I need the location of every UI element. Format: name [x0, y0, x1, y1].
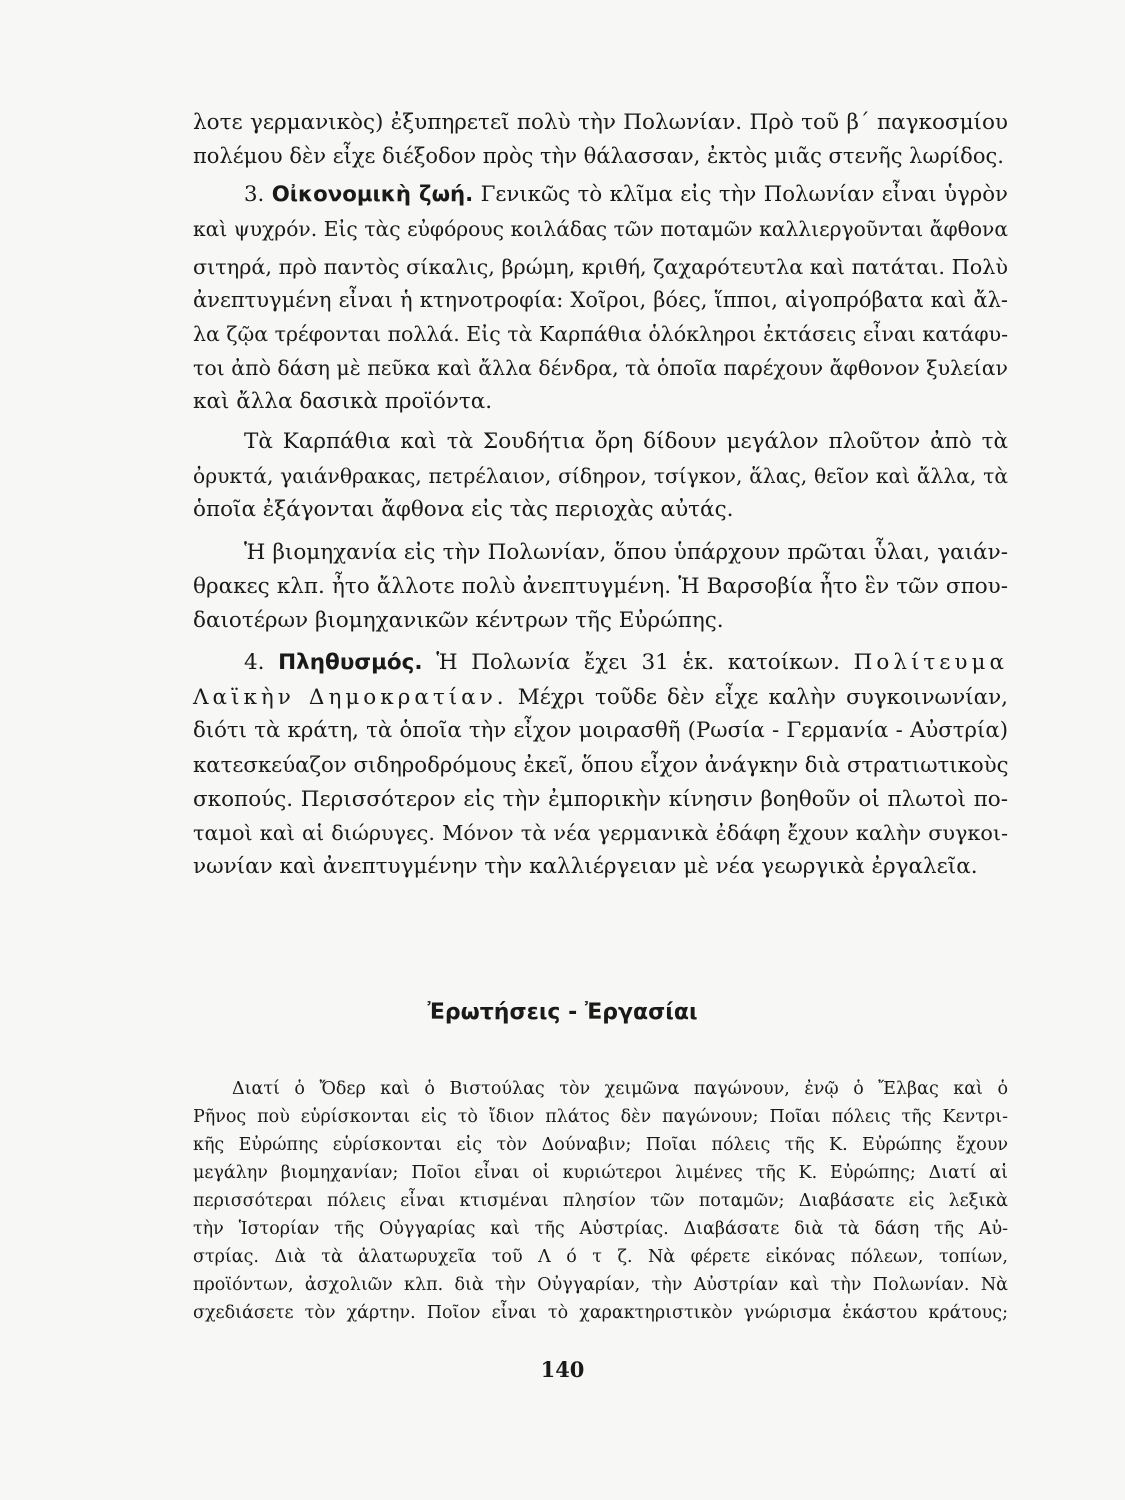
text-line: ὁποῖα ἐξάγονται ἄφθονα εἰς τὰς περιοχὰς αὐτάς.: [193, 497, 734, 522]
questions-heading: Ἐρωτήσεις - Ἐργασίαι: [427, 1000, 698, 1025]
text-line: τοι ἀπὸ δάση μὲ πεῦκα καὶ ἄλλα δένδρα, τὰ ὁποῖα παρέχουν ἄφθονον ξυλείαν: [193, 356, 1008, 380]
emphasized-term: Πολίτευμα: [853, 650, 1008, 675]
question-line: Διατί ὁ Ὄδερ καὶ ὁ Βιστούλας τὸν χειμῶνα παγώνουν, ἐνῷ ὁ Ἔλβας καὶ ὁ: [232, 1079, 1008, 1099]
text-line: δαιοτέρων βιομηχανικῶν κέντρων τῆς Εὐρώπης.: [193, 608, 724, 633]
question-line: κῆς Εὐρώπης εὑρίσκονται εἰς τὸν Δούναβιν; Ποῖαι πόλεις τῆς Κ. Εὐρώπης ἔχουν: [193, 1135, 1008, 1155]
text-line: κατεσκεύαζον σιδηροδρόμους ἐκεῖ, ὅπου εἶχον ἀνάγκην διὰ στρατιωτικοὺς: [193, 753, 1009, 778]
text-line: λοτε γερμανικὸς) ἐξυπηρετεῖ πολὺ τὴν Πολωνίαν. Πρὸ τοῦ β΄ παγκοσμίου: [193, 110, 1008, 135]
question-line: τὴν Ἱστορίαν τῆς Οὐγγαρίας καὶ τῆς Αὐστρίας. Διαβάσατε διὰ τὰ δάση τῆς Αὐ-: [193, 1219, 1008, 1239]
question-line: περισσότεραι πόλεις εἶναι κτισμέναι πλησίον τῶν ποταμῶν; Διαβάσατε εἰς λεξικὰ: [193, 1191, 1008, 1211]
section-3-heading-line: [244, 180, 1008, 210]
text-line: σκοπούς. Περισσότερον εἰς τὴν ἐμπορικὴν κίνησιν βοηθοῦν οἱ πλωτοὶ πο-: [193, 787, 1008, 812]
section-title: Πληθυσμός.: [278, 650, 423, 675]
text-line: ταμοὶ καὶ αἱ διώρυγες. Μόνον τὰ νέα γερμανικὰ ἐδάφη ἔχουν καλὴν συγκοι-: [193, 821, 1008, 845]
question-line: μεγάλην βιομηχανίαν; Ποῖοι εἶναι οἱ κυριώτεροι λιμένες τῆς Κ. Εὐρώπης; Διατί αἱ: [193, 1163, 1008, 1183]
text-line: Τὰ Καρπάθια καὶ τὰ Σουδήτια ὄρη δίδουν μεγάλον πλοῦτον ἀπὸ τὰ: [244, 429, 1008, 454]
text-fragment: Ἡ Πολωνία ἔχει 31 ἑκ. κατοίκων.: [436, 650, 840, 675]
text-line: καὶ ψυχρόν. Εἰς τὰς εὐφόρους κοιλάδας τῶν ποταμῶν καλλιεργοῦνται ἄφθονα: [193, 217, 1008, 241]
text-line: θρακες κλπ. ἦτο ἄλλοτε πολὺ ἀνεπτυγμένη. Ἡ Βαρσοβία ἦτο ἓν τῶν σπου-: [193, 574, 1008, 599]
text-line: Ἡ βιομηχανία εἰς τὴν Πολωνίαν, ὅπου ὑπάρχουν πρῶται ὗλαι, γαιάν-: [244, 540, 1008, 565]
text-line: πολέμου δὲν εἶχε διέξοδον πρὸς τὴν θάλασσαν, ἐκτὸς μιᾶς στενῆς λωρίδος.: [193, 144, 1004, 168]
question-line: Ρῆνος ποὺ εὑρίσκονται εἰς τὸ ἴδιον πλάτος δὲν παγώνουν; Ποῖαι πόλεις τῆς Κεντρι-: [193, 1107, 1008, 1127]
text-line: ὀρυκτά, γαιάνθρακας, πετρέλαιον, σίδηρον, τσίγκον, ἅλας, θεῖον καὶ ἄλλα, τὰ: [193, 464, 1008, 488]
text-line: σιτηρά, πρὸ παντὸς σίκαλις, βρώμη, κριθή, ζαχαρότευτλα καὶ πατάται. Πολὺ: [193, 255, 1008, 279]
text-line: διότι τὰ κράτη, τὰ ὁποῖα τὴν εἶχον μοιρασθῆ (Ρωσία - Γερμανία - Αὐστρία): [193, 718, 1008, 743]
question-line: στρίας. Διὰ τὰ ἁλατωρυχεῖα τοῦ Λ ό τ ζ. Νὰ φέρετε εἰκόνας πόλεων, τοπίων,: [193, 1247, 1008, 1267]
text-line: καὶ ἄλλα δασικὰ προϊόντα.: [193, 389, 493, 414]
text-line: νωνίαν καὶ ἀνεπτυγμένην τὴν καλλιέργειαν μὲ νέα γεωργικὰ ἐργαλεῖα.: [193, 854, 978, 879]
text-line: λα ζῷα τρέφονται πολλά. Εἰς τὰ Καρπάθια ὁλόκληροι ἐκτάσεις εἶναι κατάφυ-: [193, 322, 1008, 346]
text-line: ἀνεπτυγμένη εἶναι ἡ κτηνοτροφία: Χοῖροι, βόες, ἵπποι, αἰγοπρόβατα καὶ ἄλ-: [193, 288, 1008, 312]
page-number: 140: [540, 1357, 585, 1382]
question-line: σχεδιάσετε τὸν χάρτην. Ποῖον εἶναι τὸ χαρακτηριστικὸν γνώρισμα ἑκάστου κράτους;: [193, 1303, 1008, 1323]
question-line: προϊόντων, ἀσχολιῶν κλπ. διὰ τὴν Οὐγγαρίαν, τὴν Αὐστρίαν καὶ τὴν Πολωνίαν. Νὰ: [193, 1275, 1008, 1295]
text-line: [193, 683, 1008, 713]
section-number: 4.: [244, 650, 265, 675]
emphasized-term: Λαϊκὴν Δημοκρατίαν.: [193, 685, 508, 710]
section-title: Οἰκονομικὴ ζωή.: [271, 182, 474, 207]
text-fragment: Μέχρι τοῦδε δὲν εἶχε καλὴν συγκοινωνίαν,: [517, 685, 1009, 710]
section-number: 3.: [244, 182, 265, 207]
section-4-heading-line: [244, 648, 1008, 678]
text-fragment: Γενικῶς τὸ κλῖμα εἰς τὴν Πολωνίαν εἶναι ὑγρὸν: [480, 182, 1008, 207]
